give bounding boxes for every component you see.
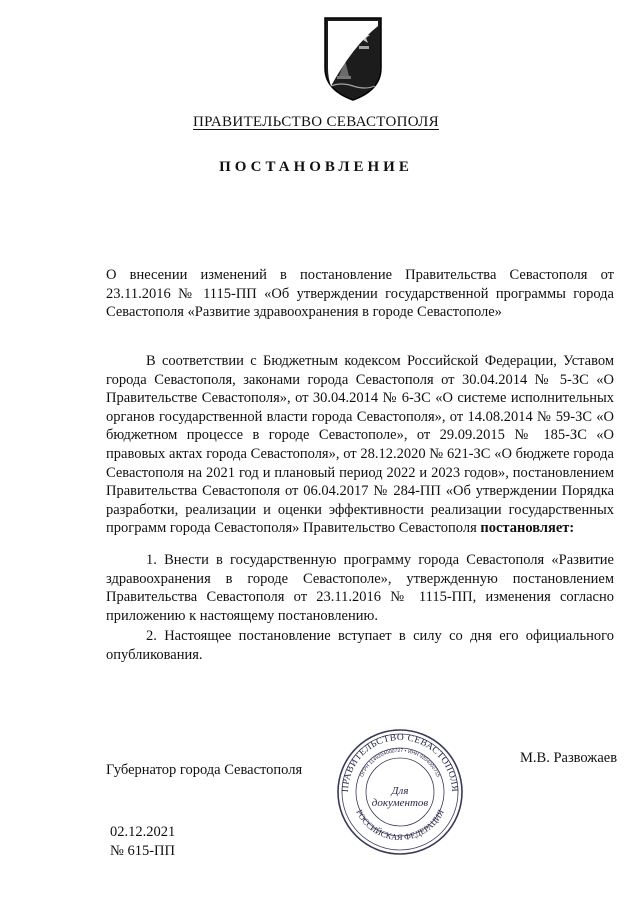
seal-center-line-1: Для bbox=[391, 785, 409, 797]
item-1-paragraph: 1. Внести в государственную программу города Севастополя «Развитие здравоохранения в городе Севастополе», утвержденную постановлением Правительства Севастополя от 23.11.2016 № 1115-ПП, изменения согласно приложению к настоящему постановлению. bbox=[106, 551, 614, 624]
seal-center-text bbox=[334, 785, 466, 809]
seal-center-line-2: документов bbox=[371, 797, 429, 809]
document-body bbox=[106, 352, 614, 665]
svg-text:ПРАВИТЕЛЬСТВО СЕВАСТОПОЛЯ bbox=[341, 733, 459, 793]
seal-outer-text: ПРАВИТЕЛЬСТВО СЕВАСТОПОЛЯ bbox=[340, 732, 460, 793]
preamble-text: В соответствии с Бюджетным кодексом Российской Федерации, Уставом города Севастополя, законами города Севастополя от 30.04.2014 № 5-ЗС «О Правительстве Севастополя», от 30.04.2014 № 6-ЗС «О системе исполнительных органов государственной власти города Севастополя», от 14.08.2014 № 59-ЗС «О бюджетном процессе в городе Севастополе», от 29.09.2015 № 185-ЗС «О правовых актах города Севастополя», от 28.12.2020 № 621-ЗС «О бюджете города Севастополя на 2021 год и плановый период 2022 и 2023 годов», постановлением Правительства Севастополя от 06.04.2017 № 284-ПП «Об утверждении Порядка разработки, реализации и оценки эффективности реализации государственных программ города Севастополя» Правительство Севастополя bbox=[106, 353, 614, 537]
seal-inner-text: ОГРН 1149204000727 • ИНН 9204002715 bbox=[359, 747, 441, 779]
document-number: № 615-ПП bbox=[110, 842, 175, 859]
document-type-title: ПОСТАНОВЛЕНИЕ bbox=[219, 159, 413, 175]
preamble-paragraph bbox=[106, 352, 614, 538]
seal-bottom-text: РОССИЙСКАЯ ФЕДЕРАЦИЯ bbox=[354, 807, 446, 843]
preamble-resolves: постановляет: bbox=[480, 520, 575, 537]
organization-header: ПРАВИТЕЛЬСТВО СЕВАСТОПОЛЯ bbox=[193, 114, 439, 130]
sevastopol-coat-of-arms-icon bbox=[323, 16, 383, 102]
item-2-paragraph: 2. Настоящее постановление вступает в силу со дня его официального опубликования. bbox=[106, 628, 614, 663]
document-date: 02.12.2021 bbox=[110, 824, 176, 840]
document-date-number bbox=[110, 823, 175, 860]
document-subject: О внесении изменений в постановление Правительства Севастополя от 23.11.2016 № 1115-ПП «Об утверждении государственной программы города Севастополя «Развитие здравоохранения в городе Севастополе» bbox=[106, 267, 614, 321]
svg-text:РОССИЙСКАЯ ФЕДЕРАЦИЯ bbox=[354, 807, 446, 842]
signatory-name: М.В. Развожаев bbox=[520, 750, 618, 766]
signatory-position: Губернатор города Севастополя bbox=[106, 762, 303, 778]
